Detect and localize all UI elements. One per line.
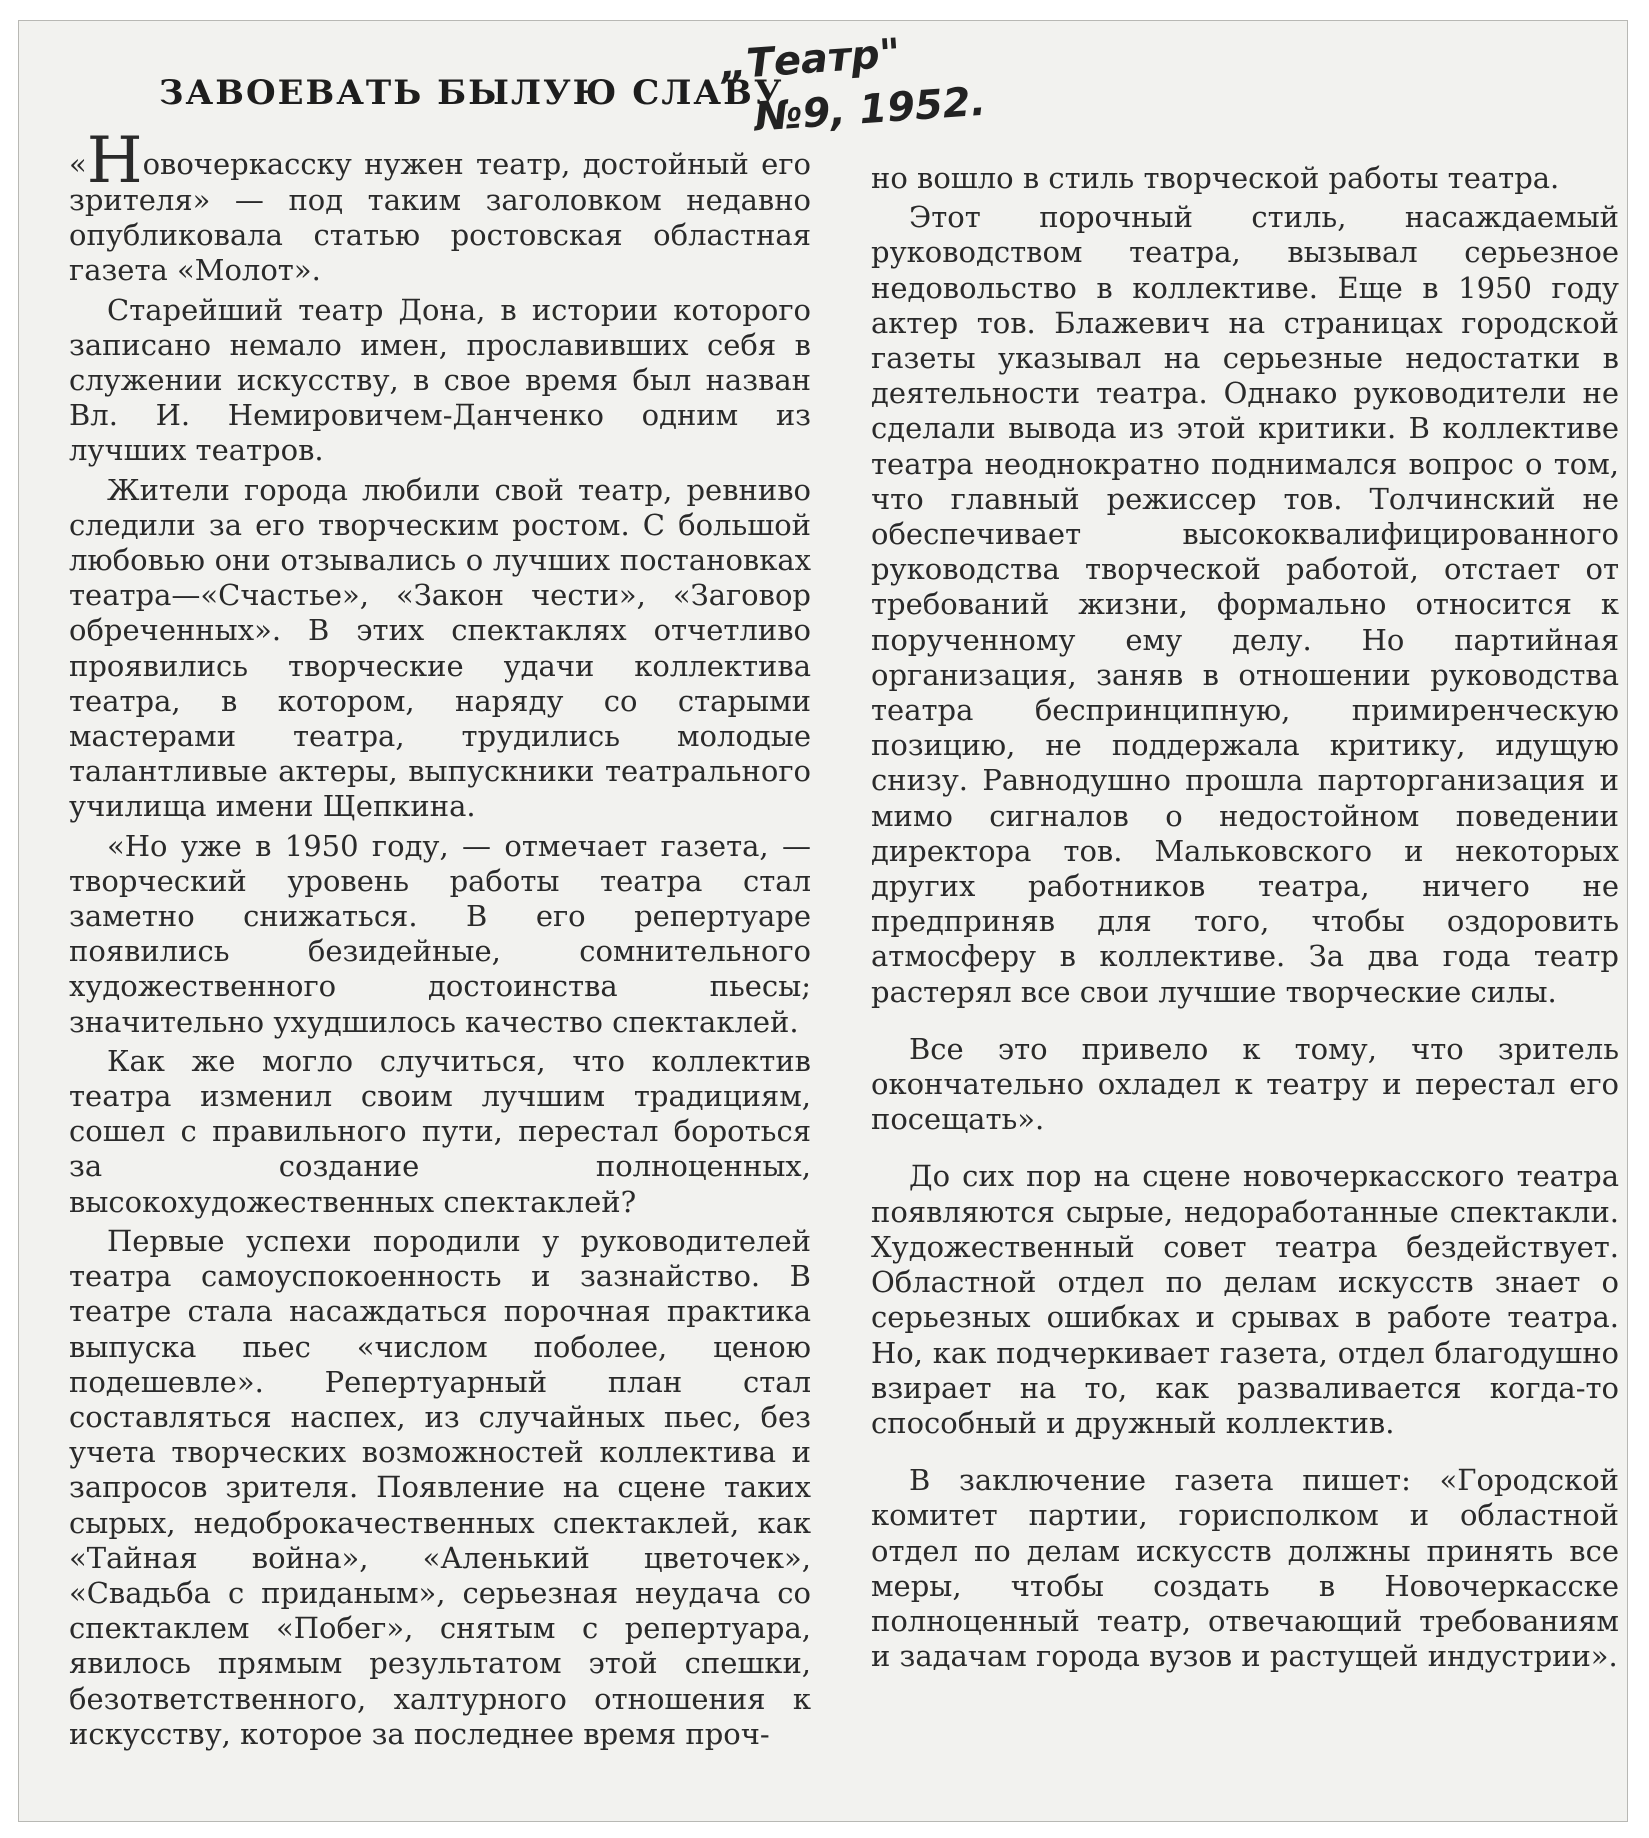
paragraph: Все это привело к тому, что зритель окончательно охладел к театру и перестал его посещать». <box>871 1031 1619 1137</box>
paragraph-conclusion: В заключение газета пишет: «Городской комитет партии, горисполком и областной отдел по делам искусств должны принять все меры, чтобы создать в Новочеркасске полноценный театр, отвечающий требованиям и задачам города вузов и растущей индустрии». <box>871 1463 1619 1674</box>
paragraph-continuation: но вошло в стиль творческой работы театра. <box>871 161 1560 195</box>
dropcap-letter: Н <box>86 124 143 198</box>
paragraph: До сих пор на сцене новочеркасского театра появляются сырые, недоработанные спектакли. Художественный совет театра бездействует. Областной отдел по делам искусств знает о серьезных ошибках и срывах в работе театра. Но, как подчеркивает газета, отдел благодушно взирает на то, как разваливается когда-то способный и дружный коллектив. <box>871 1159 1619 1440</box>
paragraph: Жители города любили свой театр, ревниво следили за его творческим ростом. С большой любовью они отзывались о лучших постановках театра—«Счастье», «Закон чести», «Заговор обреченных». В этих спектаклях отчетливо проявились творческие удачи коллектива театра, в котором, наряду со старыми мастерами театра, трудились молодые талантливые актеры, выпускники театрального училища имени Щепкина. <box>69 472 811 824</box>
handwritten-note-issue: №9, 1952. <box>752 78 988 141</box>
handwritten-note-journal: „Театр" <box>719 30 902 89</box>
paragraph: «Но уже в 1950 году, — отмечает газета, — творческий уровень работы театра стал заметно снижаться. В его репертуаре появились безидейные, сомнительного художественного достоинства пьесы; значительно ухудшилось качество спектаклей. <box>69 828 811 1039</box>
paragraph-lead <box>69 124 811 289</box>
article-column-left <box>69 124 811 1756</box>
dropcap-quote: « <box>69 147 87 181</box>
paragraph: Как же могло случиться, что коллектив театра изменил своим лучшим традициям, сошел с правильного пути, перестал бороться за создание полноценных, высокохудожественных спектаклей? <box>69 1043 811 1219</box>
article-column-right <box>871 161 1619 1678</box>
lead-text: овочеркасску нужен театр, достойный его зрителя» — под таким заголовком недавно опубликовала статью ростовская областная газета «Молот». <box>69 147 811 288</box>
paragraph: Старейший театр Дона, в истории которого записано немало имен, прославивших себя в служении искусству, в свое время был назван Вл. И. Немировичем-Данченко одним из лучших театров. <box>69 292 811 468</box>
paragraph: Этот порочный стиль, насаждаемый руководством театра, вызывал серьезное недовольство в коллективе. Еще в 1950 году актер тов. Блажевич на страницах городской газеты указывал на серьезные недостатки в деятельности театра. Однако руководители не сделали вывода из этой критики. В коллективе театра неоднократно поднимался вопрос о том, что главный режиссер тов. Толчинский не обеспечивает высококвалифицированного руководства творческой работой, отстает от требований жизни, формально относится к порученному ему делу. Но партийная организация, заняв в отношении руководства театра беспринципную, примиренческую позицию, не поддержала критику, идущую снизу. Равнодушно прошла парторганизация и мимо сигналов о недостойном поведении директора тов. Мальковского и некоторых других работников театра, ничего не предприняв для того, чтобы оздоровить атмосферу в коллективе. За два года театр растерял все свои лучшие творческие силы. <box>871 200 1619 1009</box>
handwritten-source-note <box>719 21 988 147</box>
paragraph: Первые успехи породили у руководителей театра самоуспокоенность и зазнайство. В театре стала насаждаться порочная практика выпуска пьес «числом поболее, ценою подешевле». Репертуарный план стал составляться наспех, из случайных пьес, без учета творческих возможностей коллектива и запросов зрителя. Появление на сцене таких сырых, недоброкачественных спектаклей, как «Тайная война», «Аленький цветочек», «Свадьба с приданым», серьезная неудача со спектаклем «Побег», снятым с репертуара, явилось прямым результатом этой спешки, безответственного, халтурного отношения к искусству, которое за последнее время проч- <box>69 1223 811 1751</box>
newspaper-clipping <box>18 20 1628 1822</box>
article-headline: ЗАВОЕВАТЬ БЫЛУЮ СЛАВУ <box>159 73 784 113</box>
